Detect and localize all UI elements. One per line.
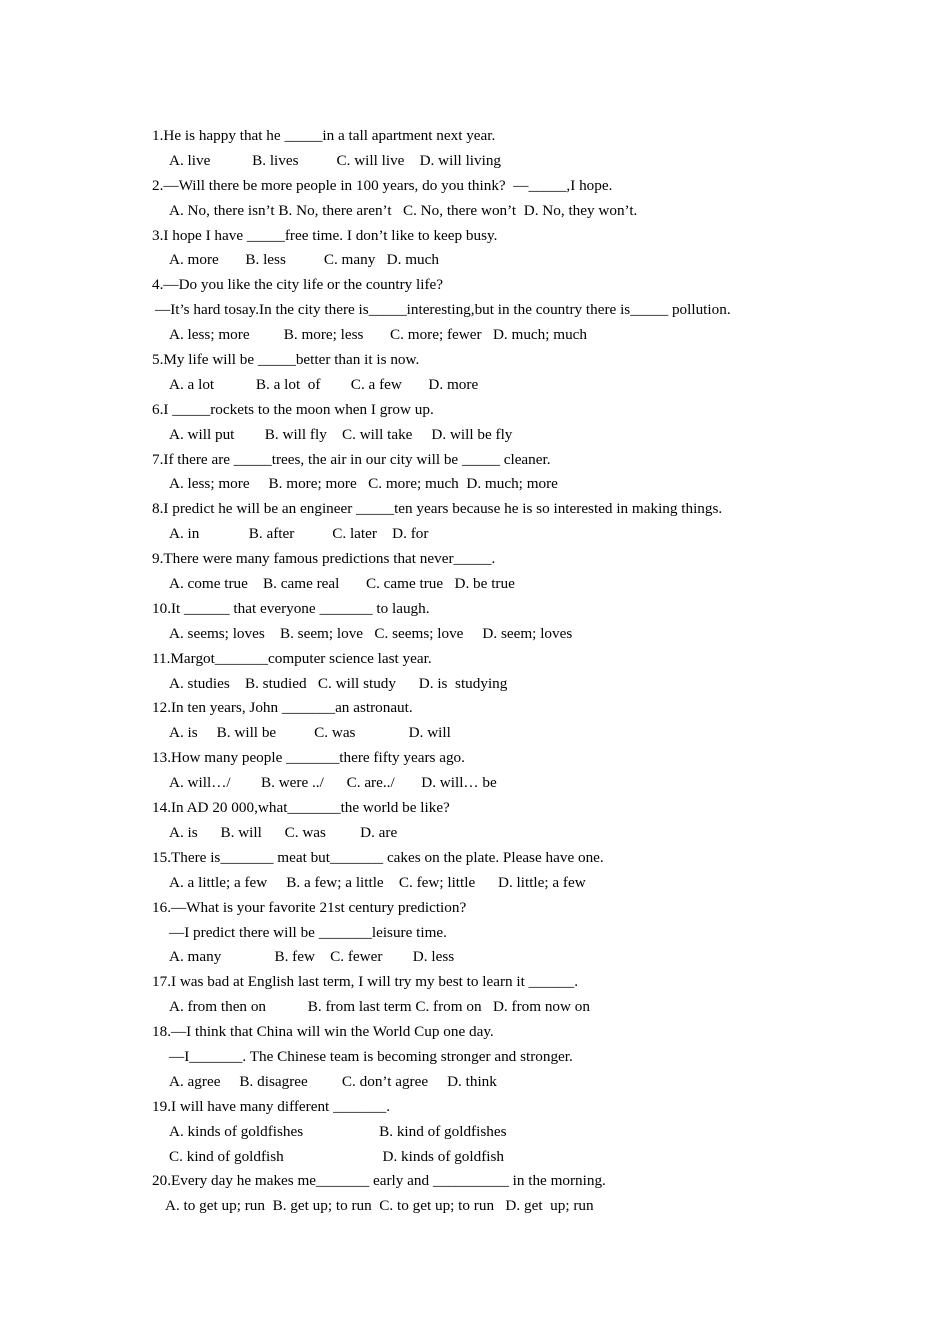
question-2: 2.—Will there be more people in 100 years, do you think? —_____,I hope. <box>152 176 613 194</box>
options-12: A. is B. will be C. was D. will <box>169 724 451 742</box>
question-10: 10.It ______ that everyone _______ to laugh. <box>152 599 430 617</box>
options-8: A. in B. after C. later D. for <box>169 525 429 543</box>
options-15: A. a little; a few B. a few; a little C. few; little D. little; a few <box>169 873 586 891</box>
question-19: 19.I will have many different _______. <box>152 1097 391 1115</box>
options-16: A. many B. few C. fewer D. less <box>169 948 455 966</box>
options-17: A. from then on B. from last term C. from on D. from now on <box>169 998 590 1016</box>
options-3: A. more B. less C. many D. much <box>169 251 439 269</box>
question-list <box>152 124 852 1219</box>
options-18: A. agree B. disagree C. don’t agree D. think <box>169 1072 497 1090</box>
question-9: 9.There were many famous predictions that never_____. <box>152 550 496 568</box>
options-7: A. less; more B. more; more C. more; much D. much; more <box>169 475 558 493</box>
question-20: 20.Every day he makes me_______ early and __________ in the morning. <box>152 1172 606 1190</box>
question-18: 18.—I think that China will win the World Cup one day. <box>152 1023 494 1041</box>
options-5: A. a lot B. a lot of C. a few D. more <box>169 375 479 393</box>
question-17: 17.I was bad at English last term, I will try my best to learn it ______. <box>152 973 579 991</box>
options-9: A. come true B. came real C. came true D. be true <box>169 575 515 593</box>
question-12: 12.In ten years, John _______an astronaut. <box>152 699 413 717</box>
question-3: 3.I hope I have _____free time. I don’t like to keep busy. <box>152 226 498 244</box>
question-7: 7.If there are _____trees, the air in our city will be _____ cleaner. <box>152 450 551 468</box>
options-19-row-1: A. kinds of goldfishes B. kind of goldfishes <box>169 1122 507 1140</box>
question-11: 11.Margot_______computer science last year. <box>152 649 432 667</box>
question-13: 13.How many people _______there fifty years ago. <box>152 749 465 767</box>
options-4: A. less; more B. more; less C. more; fewer D. much; much <box>169 326 588 344</box>
question-8: 8.I predict he will be an engineer _____ten years because he is so interested in making things. <box>152 500 723 518</box>
options-2: A. No, there isn’t B. No, there aren’t C. No, there won’t D. No, they won’t. <box>169 201 638 219</box>
options-10: A. seems; loves B. seem; love C. seems; love D. seem; loves <box>169 624 573 642</box>
question-5: 5.My life will be _____better than it is now. <box>152 351 420 369</box>
question-6: 6.I _____rockets to the moon when I grow up. <box>152 400 434 418</box>
options-1: A. live B. lives C. will live D. will living <box>169 151 502 169</box>
question-14: 14.In AD 20 000,what_______the world be like? <box>152 799 450 817</box>
question-15: 15.There is_______ meat but_______ cakes on the plate. Please have one. <box>152 848 604 866</box>
options-6: A. will put B. will fly C. will take D. will be fly <box>169 425 513 443</box>
question-18-reply: —I_______. The Chinese team is becoming stronger and stronger. <box>169 1047 573 1065</box>
options-14: A. is B. will C. was D. are <box>169 823 398 841</box>
question-4-reply: —It’s hard tosay.In the city there is_____interesting,but in the country there is_____ pollution. <box>155 301 731 319</box>
question-16: 16.—What is your favorite 21st century prediction? <box>152 898 467 916</box>
options-11: A. studies B. studied C. will study D. is studying <box>169 674 508 692</box>
question-4: 4.—Do you like the city life or the country life? <box>152 276 444 294</box>
options-20: A. to get up; run B. get up; to run C. to get up; to run D. get up; run <box>165 1197 594 1215</box>
question-16-reply: —I predict there will be _______leisure time. <box>169 923 447 941</box>
options-13: A. will…/ B. were ../ C. are../ D. will… be <box>169 774 497 792</box>
question-1: 1.He is happy that he _____in a tall apartment next year. <box>152 127 496 144</box>
options-19-row-2: C. kind of goldfish D. kinds of goldfish <box>169 1147 504 1165</box>
